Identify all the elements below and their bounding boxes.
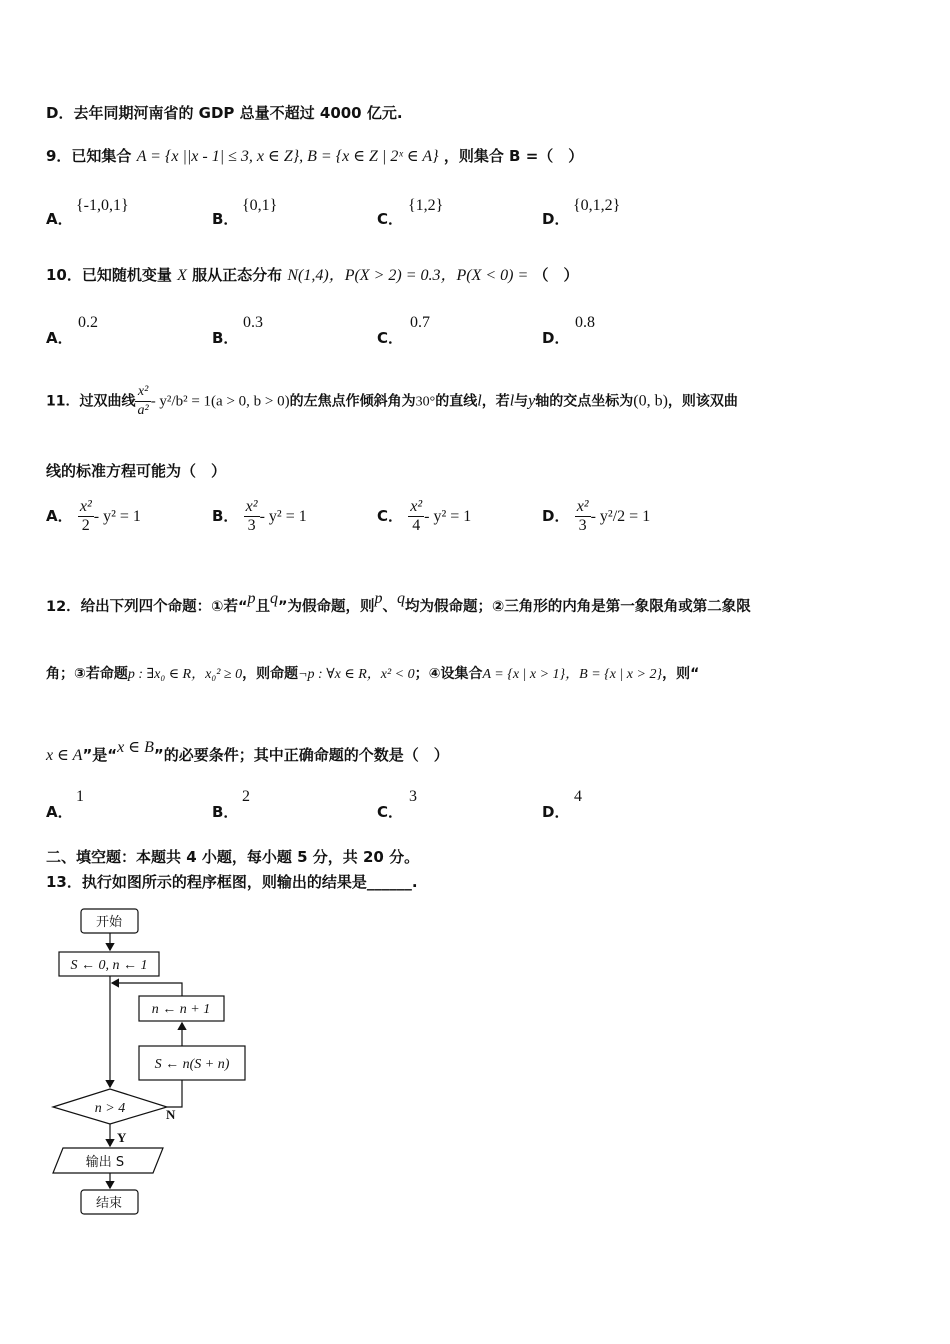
q12-math2: ¬p : ∀x ∈ R，x² < 0 — [298, 667, 415, 682]
q9-math: A = {x ||x - 1| ≤ 3, x ∈ Z}, B = {x ∈ Z | 2ˣ ∈ A} — [136, 148, 439, 165]
q10-option-c-label: C． — [377, 329, 404, 347]
q11-option-b-den: 3 — [247, 517, 256, 534]
q12-q-2: q — [397, 590, 406, 607]
q11-option-a-num: x² — [79, 498, 92, 515]
q12-math1: p : ∃x₀ ∈ R，x₀² ≥ 0 — [127, 667, 243, 682]
q12-option-c-label: C． — [377, 803, 404, 821]
q11-option-b-num: x² — [245, 498, 258, 515]
q9-option-a-value: {-1,0,1} — [76, 197, 129, 214]
q12-option-a-value: 1 — [76, 788, 84, 805]
q10-option-c-value: 0.7 — [410, 314, 430, 331]
q11-option-c-rest: - y² = 1 — [424, 508, 472, 525]
flow-arrow-no-branch — [167, 1080, 182, 1107]
flow-update-n-text: n ← n + 1 — [151, 1002, 211, 1017]
flow-condition-text: n > 4 — [94, 1101, 126, 1116]
q11-l-2: l — [509, 392, 515, 410]
q12-line1a: 12．给出下列四个命题：①若“ — [46, 599, 248, 615]
q12-line3b: ”的必要条件；其中正确命题的个数是（ ） — [153, 746, 449, 764]
flow-arrow-loop-back — [112, 983, 182, 996]
q11-text5: 轴的交点坐标为 — [535, 393, 634, 410]
q12-line2b: ，则命题 — [242, 666, 299, 682]
q11-option-d-label: D． — [542, 507, 570, 525]
q11-text1: 的左焦点作倾斜角为 — [289, 393, 416, 410]
flow-end-text: 结束 — [95, 1196, 123, 1211]
q11-option-d-num: x² — [576, 498, 589, 515]
q9-option-d-label: D． — [542, 210, 570, 228]
q12-qie: 且 — [255, 599, 270, 615]
q10-mid: 服从正态分布 — [192, 266, 283, 284]
q12-option-b-label: B． — [212, 803, 239, 821]
q10-suffix: （ ） — [533, 266, 579, 284]
q10-option-b-label: B． — [212, 329, 239, 347]
q9-option-d-value: {0,1,2} — [573, 197, 621, 214]
q12-line1b: ”为假命题，则 — [277, 599, 375, 615]
q11-l: l — [477, 392, 482, 410]
section-2-heading: 二、填空题：本题共 4 小题，每小题 5 分，共 20 分。 — [46, 848, 420, 866]
q13-stem: 13．执行如图所示的程序框图，则输出的结果是______. — [46, 873, 418, 891]
q11-option-b-label: B． — [212, 507, 239, 525]
flow-start-text: 开始 — [95, 915, 123, 930]
q11-eq-tail: - y²/b² = 1(a > 0, b > 0) — [150, 393, 290, 410]
q11-option-d-den: 3 — [578, 517, 587, 534]
q11-option-a-label: A． — [46, 507, 73, 525]
q11-text6: ，则该双曲 — [667, 393, 738, 410]
q12-option-d-value: 4 — [574, 788, 582, 805]
q12-q: q — [269, 590, 278, 607]
q12-line2c: ；④设集合 — [414, 666, 483, 682]
q11-option-a-rest: - y² = 1 — [93, 508, 141, 525]
q11-option-c-den: 4 — [412, 517, 421, 534]
q12-math5: x ∈ B — [117, 739, 154, 756]
q11-angle: 30° — [415, 394, 436, 410]
q11-text2: 的直线 — [435, 393, 478, 410]
q12-p-2: p — [374, 590, 383, 607]
q11-option-c-num: x² — [410, 498, 423, 515]
q12-option-d-label: D． — [542, 803, 570, 821]
q11-y: y — [528, 392, 536, 410]
q9-option-b-value: {0,1} — [242, 197, 278, 214]
q11-option-d-rest: - y²/2 = 1 — [590, 508, 651, 525]
q12-math3: A = {x | x > 1}，B = {x | x > 2} — [482, 667, 663, 682]
q10-var: X — [177, 267, 187, 284]
q9-option-a-label: A． — [46, 210, 73, 228]
flow-update-s-text: S ← n(S + n) — [154, 1057, 230, 1072]
q12-option-a-label: A． — [46, 803, 73, 821]
q12-p: p — [247, 590, 256, 607]
flow-output-text: 输出 S — [85, 1155, 125, 1170]
q10-option-d-value: 0.8 — [575, 314, 595, 331]
q12-line1c: 均为假命题；②三角形的内角是第一象限角或第二象限 — [405, 599, 751, 615]
q11-option-b-rest: - y² = 1 — [259, 508, 307, 525]
q12-line2a: 角；③若命题 — [46, 666, 128, 682]
q9-option-c-label: C． — [377, 210, 404, 228]
q12-option-c-value: 3 — [409, 788, 417, 805]
flow-init-text: S ← 0, n ← 1 — [70, 958, 148, 973]
q10-option-a-value: 0.2 — [78, 314, 98, 331]
q10-math: N(1,4)，P(X > 2) = 0.3，P(X < 0) = — [287, 267, 529, 284]
q10-option-d-label: D． — [542, 329, 570, 347]
q11-prefix: 11．过双曲线 — [46, 393, 136, 410]
q12-line3a: ”是“ — [82, 746, 118, 764]
flow-no-label: N — [166, 1107, 176, 1122]
flow-yes-label: Y — [117, 1130, 127, 1145]
q9-suffix: ，则集合 B =（ ） — [443, 147, 584, 165]
q11-option-c-label: C． — [377, 507, 404, 525]
q12-dun: 、 — [382, 599, 398, 615]
q11-point: (0, b) — [633, 392, 668, 410]
q10-option-b-value: 0.3 — [243, 314, 263, 331]
q10-prefix: 10．已知随机变量 — [46, 266, 172, 284]
q11-line2: 线的标准方程可能为（ ） — [46, 462, 227, 480]
q9-option-b-label: B． — [212, 210, 239, 228]
q11-text3: ，若 — [481, 393, 510, 410]
q12-line2d: ，则“ — [662, 666, 700, 682]
q9-option-c-value: {1,2} — [408, 197, 444, 214]
q11-fraction: $\frac{\text{x²}}{\text{a²}}$ — [137, 384, 149, 418]
q11-text4: 与 — [514, 393, 529, 410]
prev-option-d: D．去年同期河南省的 GDP 总量不超过 4000 亿元. — [46, 104, 403, 122]
q10-option-a-label: A． — [46, 329, 73, 347]
q9-prefix: 9．已知集合 — [46, 147, 132, 165]
q12-math4: x ∈ A — [46, 747, 83, 764]
q12-option-b-value: 2 — [242, 788, 250, 805]
q11-option-a-den: 2 — [81, 517, 90, 534]
